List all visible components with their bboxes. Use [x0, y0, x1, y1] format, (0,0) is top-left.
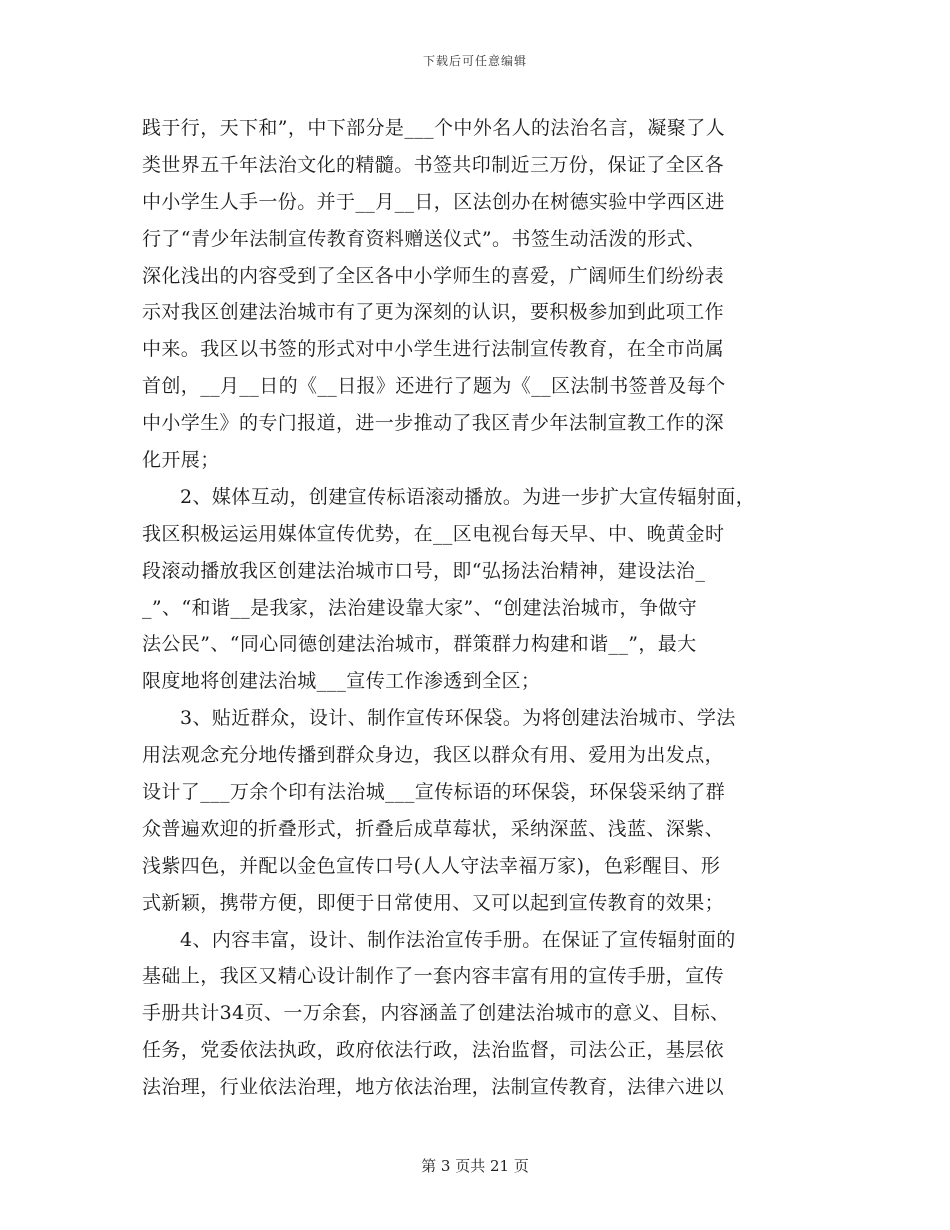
- text-line: 浅紫四色，并配以金色宣传口号(人人守法幸福万家)，色彩醒目、形: [142, 854, 721, 877]
- text-line: 限度地将创建法治城___宣传工作渗透到全区；: [142, 670, 541, 693]
- text-line: 中小学生人手一份。并于__月__日，区法创办在树德实验中学西区进: [142, 190, 725, 213]
- text-line: 段滚动播放我区创建法治城市口号，即“弘扬法治精神，建设法治_: [142, 559, 706, 582]
- text-line: 深化浅出的内容受到了全区各中小学师生的喜爱，广阔师生们纷纷表: [142, 264, 725, 287]
- text-line: 用法观念充分地传播到群众身边，我区以群众有用、爱用为出发点，: [142, 744, 725, 767]
- text-line: 示对我区创建法治城市有了更为深刻的认识，要积极参加到此项工作: [142, 301, 725, 324]
- text-line: 法治理，行业依法治理，地方依法治理，法制宣传教育，法律六进以: [142, 1076, 725, 1099]
- text-line: 2、媒体互动，创建宣传标语滚动播放。为进一步扩大宣传辐射面，: [180, 485, 756, 508]
- text-line: _”、“和谐__是我家，法治建设靠大家”、“创建法治城市，争做守: [142, 596, 698, 619]
- text-line: 任务，党委依法执政，政府依法行政，法治监督，司法公正，基层依: [142, 1039, 725, 1062]
- text-line: 手册共计34页、一万余套，内容涵盖了创建法治城市的意义、目标、: [142, 1002, 730, 1025]
- text-line: 我区积极运运用媒体宣传优势，在__区电视台每天早、中、晚黄金时: [142, 522, 725, 545]
- text-line: 中来。我区以书签的形式对中小学生进行法制宣传教育，在全市尚属: [142, 338, 725, 361]
- text-line: 基础上，我区又精心设计制作了一套内容丰富有用的宣传手册，宣传: [142, 965, 725, 988]
- text-line: 4、内容丰富，设计、制作法治宣传手册。在保证了宣传辐射面的: [180, 928, 736, 951]
- text-line: 设计了___万余个印有法治城___宣传标语的环保袋，环保袋采纳了群: [142, 781, 726, 804]
- text-line: 首创，__月__日的《__日报》还进行了题为《__区法制书签普及每个: [142, 375, 726, 398]
- text-line: 践于行，天下和”，中下部分是___个中外名人的法治名言，凝聚了人: [142, 117, 726, 139]
- text-line: 法公民”、“同心同德创建法治城市，群策群力构建和谐__”，最大: [142, 633, 697, 656]
- text-line: 式新颖，携带方便，即便于日常使用、又可以起到宣传教育的效果；: [142, 891, 725, 914]
- body-text: [142, 110, 812, 1106]
- text-line: 中小学生》的专门报道，进一步推动了我区青少年法制宣教工作的深: [142, 412, 725, 435]
- text-line: 行了“青少年法制宣传教育资料赠送仪式”。书签生动活泼的形式、: [142, 227, 706, 250]
- text-line: 3、贴近群众，设计、制作宣传环保袋。为将创建法治城市、学法: [180, 707, 736, 730]
- text-line: 众普遍欢迎的折叠形式，折叠后成草莓状，采纳深蓝、浅蓝、深紫、: [142, 817, 725, 840]
- text-line: 类世界五千年法治文化的精髓。书签共印制近三万份，保证了全区各: [142, 153, 725, 176]
- page-footer: 第 3 页共 21 页: [421, 1157, 529, 1175]
- page-header: 下载后可任意编辑: [422, 54, 527, 68]
- text-line: 化开展；: [142, 449, 220, 472]
